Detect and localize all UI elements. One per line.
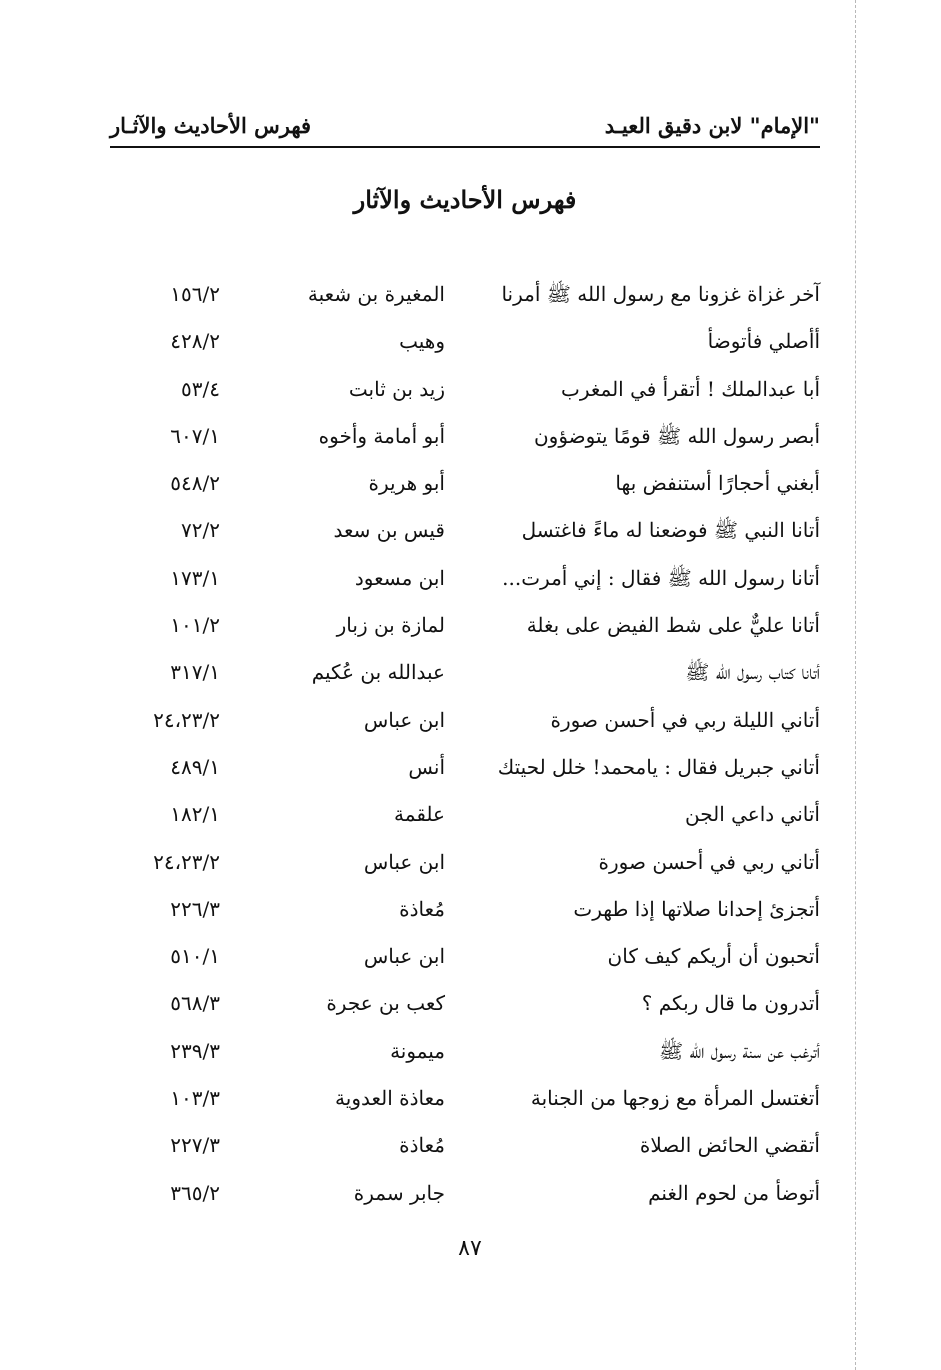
index-row xyxy=(110,792,820,839)
running-header xyxy=(110,112,820,148)
index-row xyxy=(110,603,820,650)
hadith-text: أتاني ربي في أحسن صورة xyxy=(598,849,820,874)
index-row xyxy=(110,1076,820,1123)
index-row xyxy=(110,367,820,414)
hadith-text: أتانا عليٌّ على شط الفيض على بغلة xyxy=(526,613,820,638)
hadith-text: أتاني جبريل فقال : يامحمد! خلل لحيتك xyxy=(497,754,820,779)
narrator: جابر سمرة xyxy=(353,1180,445,1205)
narrator: المغيرة بن شعبة xyxy=(307,282,445,306)
index-row xyxy=(110,934,820,981)
narrator: عبدالله بن عُكيم xyxy=(311,660,445,685)
volume-page-reference: ٥٦٨/٣ xyxy=(170,991,220,1016)
hadith-text: أتدرون ما قال ربكم ؟ xyxy=(641,991,820,1016)
hadith-text: أبصر رسول الله ﷺ قومًا يتوضؤون xyxy=(533,423,820,448)
narrator: ابن عباس xyxy=(363,944,445,969)
narrator: أبو هريرة xyxy=(368,471,445,496)
narrator: أنس xyxy=(408,754,445,779)
narrator: أبو أمامة وأخوه xyxy=(318,423,445,448)
hadith-text: أتاني الليلة ربي في أحسن صورة xyxy=(550,707,820,732)
volume-page-reference: ١٥٦/٢ xyxy=(170,282,220,306)
hadith-text: أتوضأ من لحوم الغنم xyxy=(648,1180,820,1205)
index-row xyxy=(110,981,820,1028)
hadith-text: أأصلي فأتوضأ xyxy=(707,329,820,354)
hadith-text: آخر غزاة غزونا مع رسول الله ﷺ أمرنا xyxy=(501,282,820,306)
volume-page-reference: ٣١٧/١ xyxy=(170,660,220,685)
volume-page-reference: ١٧٣/١ xyxy=(170,565,220,590)
narrator: لمازة بن زبار xyxy=(336,613,445,638)
narrator: مُعاذة xyxy=(399,896,445,921)
volume-page-reference: ٤٨٩/١ xyxy=(170,754,220,779)
narrator: قيس بن سعد xyxy=(333,518,445,543)
narrator: ميمونة xyxy=(390,1038,445,1063)
volume-page-reference: ٥٤٨/٢ xyxy=(170,471,220,496)
section-title: فهرس الأحاديث والآثـار xyxy=(110,113,312,138)
narrator: زيد بن ثابت xyxy=(348,376,445,401)
index-row xyxy=(110,508,820,555)
volume-page-reference: ٥٣/٤ xyxy=(181,376,220,401)
hadith-text: أتجزئ إحدانا صلاتها إذا طهرت xyxy=(573,896,820,921)
index-row xyxy=(110,556,820,603)
volume-page-reference: ١٨٢/١ xyxy=(170,802,220,827)
hadith-text: أتغتسل المرأة مع زوجها من الجنابة xyxy=(530,1086,820,1111)
narrator: ابن مسعود xyxy=(354,565,445,590)
index-row xyxy=(110,745,820,792)
index-row xyxy=(110,887,820,934)
volume-page-reference: ٢٤،٢٣/٢ xyxy=(153,849,220,874)
volume-page-reference: ١٠٣/٣ xyxy=(170,1086,220,1111)
volume-page-reference: ٥١٠/١ xyxy=(170,944,220,969)
hadith-text: أترغب عن سنة رسول الله ﷺ xyxy=(658,1038,820,1063)
hadith-text: أتقضي الحائض الصلاة xyxy=(639,1133,820,1158)
page-title: فهرس الأحاديث والآثار xyxy=(353,185,577,214)
index-row xyxy=(110,698,820,745)
volume-page-reference: ٣٦٥/٢ xyxy=(170,1180,220,1205)
hadith-text: أتحبون أن أريكم كيف كان xyxy=(607,944,820,969)
narrator: معاذة العدوية xyxy=(335,1086,445,1111)
volume-page-reference: ٤٢٨/٢ xyxy=(170,329,220,354)
binding-guide-line xyxy=(855,0,856,1370)
hadith-text: أتانا رسول الله ﷺ فقال : إني أمرت... xyxy=(502,565,820,590)
page-number: ٨٧ xyxy=(458,1236,482,1261)
index-row xyxy=(110,1029,820,1076)
narrator: وهيب xyxy=(399,329,445,354)
index-row xyxy=(110,840,820,887)
hadith-text: أتاني داعي الجن xyxy=(684,802,820,827)
hadith-text: أبا عبدالملك ! أتقرأ في المغرب xyxy=(561,376,820,401)
volume-page-reference: ٢٣٩/٣ xyxy=(170,1038,220,1063)
index-row xyxy=(110,319,820,366)
hadith-text: أتانا كتاب رسول الله ﷺ xyxy=(685,660,820,685)
index-row xyxy=(110,1171,820,1218)
book-title: "الإمام" لابن دقيق العيـد xyxy=(604,113,820,138)
volume-page-reference: ٢٤،٢٣/٢ xyxy=(153,707,220,732)
volume-page-reference: ١٠١/٢ xyxy=(170,613,220,638)
volume-page-reference: ٧٢/٢ xyxy=(181,518,220,543)
index-row xyxy=(110,461,820,508)
narrator: مُعاذة xyxy=(399,1133,445,1158)
hadith-text: أبغني أحجارًا أستنفض بها xyxy=(615,471,820,496)
index-row xyxy=(110,650,820,697)
narrator: ابن عباس xyxy=(363,707,445,732)
narrator: كعب بن عجرة xyxy=(326,991,445,1016)
index-table xyxy=(110,272,820,1218)
index-row xyxy=(110,272,820,319)
volume-page-reference: ٦٠٧/١ xyxy=(170,423,220,448)
volume-page-reference: ٢٢٧/٣ xyxy=(170,1133,220,1158)
volume-page-reference: ٢٢٦/٣ xyxy=(170,896,220,921)
hadith-text: أتانا النبي ﷺ فوضعنا له ماءً فاغتسل xyxy=(521,518,820,543)
narrator: ابن عباس xyxy=(363,849,445,874)
index-row xyxy=(110,414,820,461)
narrator: علقمة xyxy=(394,802,445,827)
index-row xyxy=(110,1123,820,1170)
